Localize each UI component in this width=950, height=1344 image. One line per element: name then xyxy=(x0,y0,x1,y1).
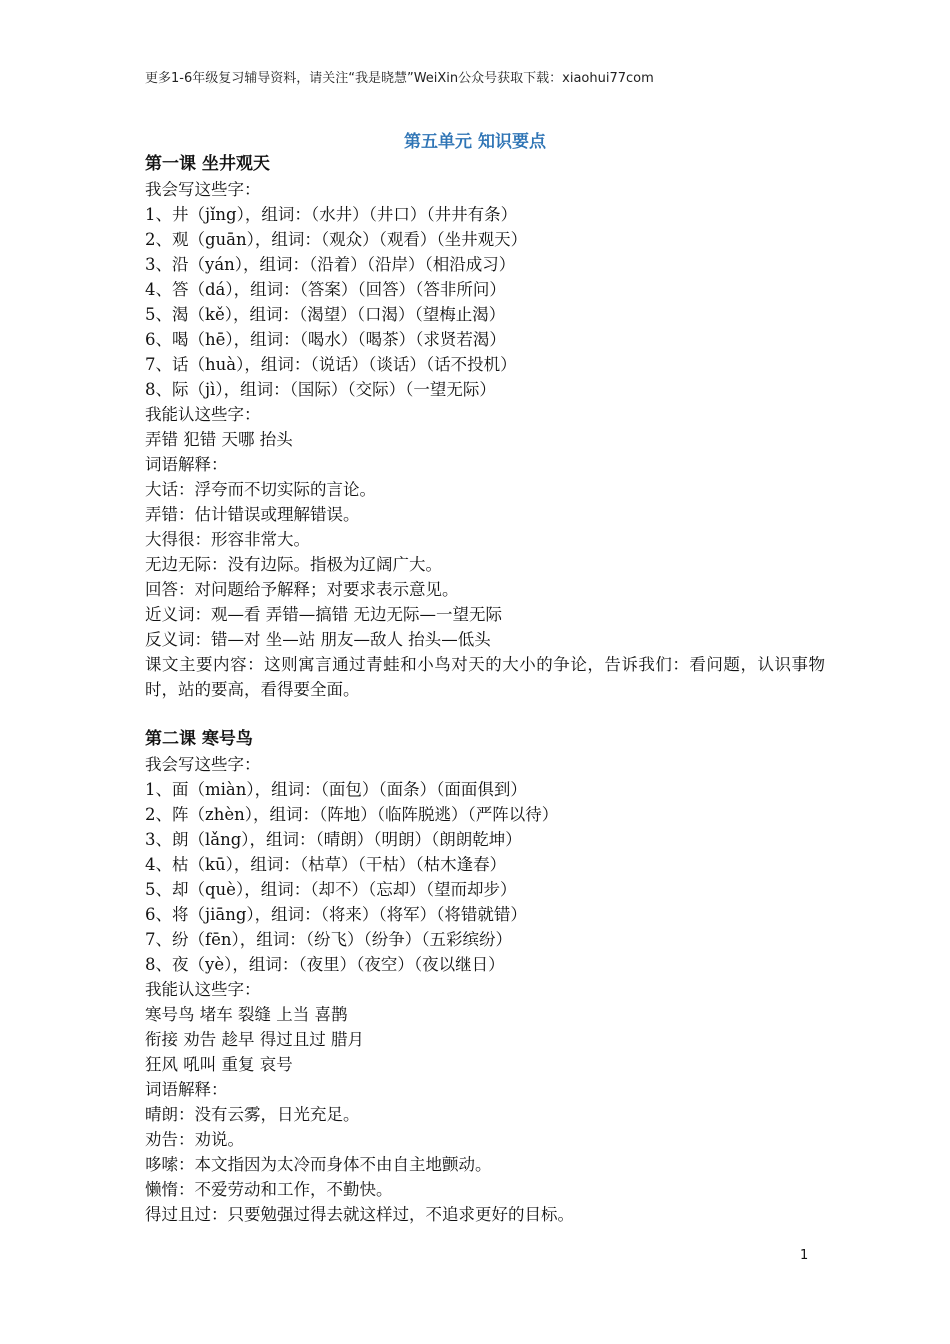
page-number: 1 xyxy=(800,1248,809,1263)
lesson-2-lines xyxy=(145,752,825,1227)
text-line: 我能认这些字： xyxy=(145,980,261,999)
text-line: 8、夜（yè），组词：（夜里）（夜空）（夜以继日） xyxy=(145,955,505,974)
lesson-1-lines xyxy=(145,177,825,702)
text-line: 近义词：观—看 弄错—搞错 无边无际—一望无际 xyxy=(145,605,502,624)
text-line: 4、答（dá），组词：（答案）（回答）（答非所问） xyxy=(145,280,506,299)
text-line: 反义词：错—对 坐—站 朋友—敌人 抬头—低头 xyxy=(145,630,491,649)
text-line: 5、却（què），组词：（却不）（忘却）（望而却步） xyxy=(145,880,517,899)
text-line: 词语解释： xyxy=(145,1080,228,1099)
text-line: 狂风 吼叫 重复 哀号 xyxy=(145,1055,293,1074)
text-line: 弄错 犯错 天哪 抬头 xyxy=(145,430,293,449)
lesson-1-title: 第一课 坐井观天 xyxy=(145,154,270,174)
text-line: 7、话（huà），组词：（说话）（谈话）（话不投机） xyxy=(145,355,517,374)
page-header: 更多1-6年级复习辅导资料，请关注“我是晓慧”WeiXin公众号获取下载：xiaohui77com xyxy=(145,71,654,86)
text-line: 哆嗦：本文指因为太冷而身体不由自主地颤动。 xyxy=(145,1155,492,1174)
text-line: 劝告：劝说。 xyxy=(145,1130,244,1149)
text-line: 3、沿（yán），组词：（沿着）（沿岸）（相沿成习） xyxy=(145,255,516,274)
text-line: 大得很：形容非常大。 xyxy=(145,530,310,549)
text-line: 弄错：估计错误或理解错误。 xyxy=(145,505,360,524)
lesson-2-title: 第二课 寒号鸟 xyxy=(145,729,253,749)
document-title: 第五单元 知识要点 xyxy=(404,132,546,152)
text-line: 大话：浮夸而不切实际的言论。 xyxy=(145,480,376,499)
text-line: 衔接 劝告 趁早 得过且过 腊月 xyxy=(145,1030,364,1049)
text-line: 2、观（guān），组词：（观众）（观看）（坐井观天） xyxy=(145,230,528,249)
lesson-1-summary: 课文主要内容：这则寓言通过青蛙和小鸟对天的大小的争论，告诉我们：看问题，认识事物时，站的要高，看得要全面。 xyxy=(145,655,825,699)
text-line: 6、喝（hē），组词：（喝水）（喝茶）（求贤若渴） xyxy=(145,330,506,349)
text-line: 1、面（miàn），组词：（面包）（面条）（面面俱到） xyxy=(145,780,527,799)
text-line: 我会写这些字： xyxy=(145,755,261,774)
text-line: 寒号鸟 堵车 裂缝 上当 喜鹊 xyxy=(145,1005,348,1024)
text-line: 7、纷（fēn），组词：（纷飞）（纷争）（五彩缤纷） xyxy=(145,930,512,949)
text-line: 8、际（jì），组词：（国际）（交际）（一望无际） xyxy=(145,380,496,399)
text-line: 5、渴（kě），组词：（渴望）（口渴）（望梅止渴） xyxy=(145,305,506,324)
text-line: 1、井（jǐng），组词：（水井）（井口）（井井有条） xyxy=(145,205,518,224)
text-line: 6、将（jiāng），组词：（将来）（将军）（将错就错） xyxy=(145,905,527,924)
text-line: 词语解释： xyxy=(145,455,228,474)
text-line: 4、枯（kū），组词：（枯草）（干枯）（枯木逢春） xyxy=(145,855,507,874)
text-line: 懒惰：不爱劳动和工作，不勤快。 xyxy=(145,1180,393,1199)
text-line: 3、朗（lǎng），组词：（晴朗）（明朗）（朗朗乾坤） xyxy=(145,830,522,849)
text-line: 我会写这些字： xyxy=(145,180,261,199)
text-line: 晴朗：没有云雾，日光充足。 xyxy=(145,1105,360,1124)
text-line: 2、阵（zhèn），组词：（阵地）（临阵脱逃）（严阵以待） xyxy=(145,805,559,824)
text-line: 得过且过：只要勉强过得去就这样过，不追求更好的目标。 xyxy=(145,1205,574,1224)
document-body xyxy=(145,152,825,1227)
text-line: 回答：对问题给予解释；对要求表示意见。 xyxy=(145,580,459,599)
text-line: 无边无际：没有边际。指极为辽阔广大。 xyxy=(145,555,442,574)
text-line: 我能认这些字： xyxy=(145,405,261,424)
